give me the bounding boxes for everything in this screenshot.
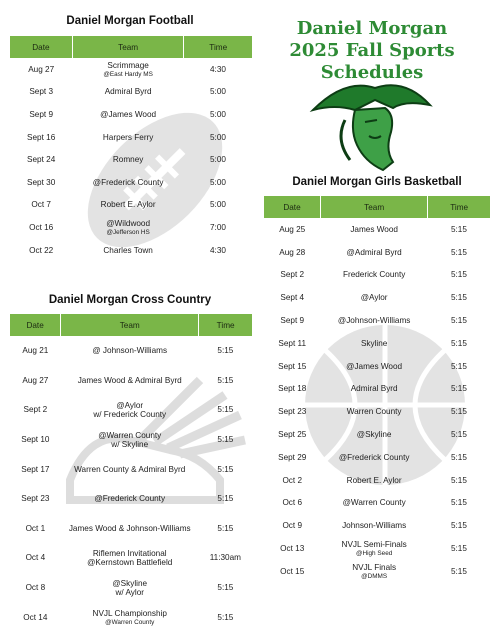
cell-date-text: Sept 9 — [280, 316, 305, 326]
cell-team — [61, 454, 199, 484]
cell-date — [264, 355, 320, 378]
cell-date-text: Oct 22 — [29, 245, 54, 255]
cell-team — [72, 171, 184, 194]
cell-date-text: Aug 28 — [279, 247, 306, 257]
cell-team-text: Scrimmage — [107, 60, 149, 70]
cell-date-text: Sept 18 — [278, 384, 307, 394]
cell-date-text: Sept 15 — [278, 361, 307, 371]
table-row — [264, 218, 490, 241]
cell-team — [320, 218, 427, 241]
cell-time-text: 5:15 — [450, 338, 467, 348]
table-row — [10, 573, 252, 603]
cell-team-text: James Wood & Johnson-Williams — [68, 523, 191, 533]
table-row — [10, 239, 252, 262]
cell-team-sub: @East Hardy MS — [103, 70, 153, 78]
cell-time — [428, 514, 490, 537]
cell-date — [10, 194, 72, 217]
cell-date-text: Oct 2 — [282, 475, 303, 485]
cell-time — [199, 395, 252, 425]
cell-date — [10, 425, 61, 455]
table-row — [264, 514, 490, 537]
cell-date-text: Sept 9 — [29, 109, 53, 119]
cell-team — [72, 126, 184, 149]
cell-time — [428, 218, 490, 241]
cell-team-text: Robert E. Aylor — [346, 475, 402, 485]
table-row — [10, 81, 252, 104]
cell-time-text: 5:00 — [209, 87, 226, 97]
cell-time — [428, 492, 490, 515]
cell-time — [199, 543, 252, 573]
col-team: Team — [72, 36, 184, 58]
cell-time-text: 5:00 — [209, 132, 226, 142]
cell-time-text: 5:15 — [450, 521, 467, 531]
cell-date-text: Sept 11 — [278, 338, 307, 348]
table-row — [10, 103, 252, 126]
cell-date — [264, 400, 320, 423]
cell-team — [61, 366, 199, 396]
cell-team-sub: @High Seed — [355, 550, 393, 558]
cell-team-text: @Aylor — [116, 400, 144, 410]
cell-date — [264, 514, 320, 537]
table-row — [10, 602, 252, 632]
cell-date — [10, 366, 61, 396]
cell-time — [199, 484, 252, 514]
cell-date — [264, 378, 320, 401]
cell-time — [199, 602, 252, 632]
cell-date — [264, 286, 320, 309]
cell-time-text: 5:15 — [217, 523, 234, 533]
cell-time — [428, 241, 490, 264]
cell-time-text: 5:15 — [450, 361, 467, 371]
basketball-title: Daniel Morgan Girls Basketball — [292, 176, 462, 188]
cell-team — [320, 469, 427, 492]
cell-team-sub: @DMMS — [361, 572, 388, 580]
cell-date-text: Sept 2 — [280, 270, 305, 280]
cell-date — [264, 469, 320, 492]
table-row — [10, 148, 252, 171]
cell-time-text: 5:00 — [209, 177, 226, 187]
cell-team — [320, 537, 427, 560]
cell-time — [428, 355, 490, 378]
cell-date — [10, 103, 72, 126]
cell-date-text: Oct 13 — [280, 544, 305, 554]
table-row — [264, 469, 490, 492]
cell-time — [199, 366, 252, 396]
cell-time-text: 5:00 — [209, 155, 226, 165]
table-row — [264, 560, 490, 583]
cell-team — [72, 81, 184, 104]
table-row — [264, 264, 490, 287]
cell-date — [10, 81, 72, 104]
cross-country-title: Daniel Morgan Cross Country — [48, 294, 212, 306]
cell-team — [61, 395, 199, 425]
cell-time-text: 7:00 — [209, 222, 226, 232]
cross-country-schedule-table — [10, 314, 252, 632]
table-row — [10, 484, 252, 514]
cell-team-line2: w/ Frederick County — [93, 409, 167, 419]
cell-time-text: 5:15 — [217, 346, 234, 356]
cell-date — [264, 241, 320, 264]
cell-time — [428, 469, 490, 492]
cell-team — [61, 425, 199, 455]
cell-time — [184, 194, 252, 217]
cell-date-text: Oct 16 — [29, 222, 54, 232]
cell-team-text: Romney — [112, 155, 144, 165]
cell-time — [428, 309, 490, 332]
cell-date-text: Oct 14 — [23, 612, 48, 622]
cell-time-text: 5:00 — [209, 109, 226, 119]
cell-date — [10, 126, 72, 149]
title-line1: Daniel Morgan — [296, 18, 448, 39]
cell-time-text: 5:15 — [217, 612, 234, 622]
cell-team-text: @Warren County — [342, 498, 406, 508]
cell-time-text: 11:30am — [209, 553, 241, 563]
cell-time — [199, 514, 252, 544]
col-time: Time — [428, 196, 490, 218]
cell-date — [264, 218, 320, 241]
cell-time-text: 5:15 — [217, 375, 234, 385]
cell-team-text: @Frederick County — [338, 452, 410, 462]
cell-team-sub: @Jefferson HS — [106, 228, 150, 236]
cell-team — [61, 602, 199, 632]
cell-team-sub: @Warren County — [105, 618, 155, 626]
cell-team-line2: @Kernstown Battlefield — [87, 557, 173, 567]
cell-time — [199, 454, 252, 484]
cell-time-text: 5:15 — [217, 464, 234, 474]
table-row — [10, 58, 252, 81]
cell-time — [184, 239, 252, 262]
cell-team-line2: w/ Aylor — [115, 587, 144, 597]
cell-team-line2: w/ Skyline — [111, 439, 149, 449]
cell-date — [10, 58, 72, 81]
cell-date — [10, 148, 72, 171]
cell-team — [320, 241, 427, 264]
table-row — [264, 400, 490, 423]
cell-date — [264, 264, 320, 287]
cell-team-text: Harpers Ferry — [102, 132, 154, 142]
cell-team-text: NVJL Semi-Finals — [341, 540, 407, 550]
cell-date-text: Sept 3 — [29, 87, 53, 97]
cell-team-text: Johnson-Williams — [342, 521, 407, 531]
cell-team-text: Charles Town — [103, 245, 153, 255]
cell-time-text: 5:15 — [217, 583, 234, 593]
table-row — [264, 355, 490, 378]
cell-team-text: Robert E. Aylor — [100, 200, 156, 210]
table-row — [10, 543, 252, 573]
cell-team-text: James Wood — [350, 224, 398, 234]
cell-date-text: Oct 7 — [31, 200, 51, 210]
title-line2: 2025 Fall Sports Schedules — [289, 40, 455, 83]
cell-time-text: 5:15 — [450, 224, 467, 234]
cell-team — [320, 492, 427, 515]
table-row — [264, 492, 490, 515]
table-row — [10, 425, 252, 455]
cell-time — [428, 264, 490, 287]
cell-time-text: 5:15 — [450, 544, 467, 554]
cell-team — [320, 423, 427, 446]
cell-team-text: @Aylor — [360, 293, 388, 303]
cell-date-text: Aug 21 — [22, 346, 49, 356]
cell-time — [199, 425, 252, 455]
cell-date — [264, 537, 320, 560]
col-team: Team — [320, 196, 427, 218]
cell-time — [184, 216, 252, 239]
col-date: Date — [10, 36, 72, 58]
cell-date — [264, 446, 320, 469]
cell-date — [10, 573, 61, 603]
col-date: Date — [10, 314, 61, 336]
cell-time-text: 5:15 — [450, 430, 467, 440]
cell-time-text: 5:15 — [450, 498, 467, 508]
cell-date-text: Oct 8 — [25, 583, 46, 593]
cell-time-text: 5:15 — [450, 316, 467, 326]
cell-date-text: Oct 9 — [282, 521, 303, 531]
table-row — [264, 241, 490, 264]
cell-date-text: Sept 17 — [21, 464, 50, 474]
cell-time-text: 4:30 — [209, 64, 226, 74]
cell-time — [184, 148, 252, 171]
table-row — [10, 514, 252, 544]
cell-time-text: 5:15 — [450, 407, 467, 417]
cell-date — [10, 395, 61, 425]
table-row — [10, 216, 252, 239]
cell-team-text: James Wood & Admiral Byrd — [77, 375, 182, 385]
cell-date — [10, 514, 61, 544]
cell-team — [72, 239, 184, 262]
cell-team-text: Frederick County — [342, 270, 406, 280]
cell-date-text: Aug 25 — [279, 224, 306, 234]
cell-time-text: 5:15 — [450, 475, 467, 485]
cell-time — [428, 560, 490, 583]
cell-time — [428, 423, 490, 446]
cell-time — [428, 332, 490, 355]
cell-date-text: Sept 30 — [27, 177, 56, 187]
cell-team-text: @Warren County — [98, 430, 162, 440]
cell-date — [264, 309, 320, 332]
table-row — [10, 171, 252, 194]
cell-date-text: Sept 2 — [23, 405, 48, 415]
cell-date-text: Sept 4 — [280, 293, 305, 303]
table-row — [264, 378, 490, 401]
cell-time — [184, 58, 252, 81]
cell-team-text: Riflemen Invitational — [92, 548, 167, 558]
cell-team — [320, 560, 427, 583]
cell-time — [428, 446, 490, 469]
cell-date — [10, 454, 61, 484]
table-row — [10, 194, 252, 217]
cell-team-text: @Skyline — [112, 578, 148, 588]
cell-team — [320, 446, 427, 469]
cell-time — [184, 126, 252, 149]
cell-team-text: @James Wood — [100, 109, 157, 119]
cell-date — [264, 492, 320, 515]
cell-time — [428, 537, 490, 560]
table-row — [10, 126, 252, 149]
cell-time-text: 5:15 — [217, 405, 234, 415]
cell-time-text: 5:15 — [217, 435, 234, 445]
table-row — [10, 336, 252, 366]
cell-time-text: 5:15 — [217, 494, 234, 504]
cell-date — [10, 171, 72, 194]
cell-team — [72, 216, 184, 239]
cell-team-text: @Frederick County — [94, 494, 166, 504]
cell-team — [72, 194, 184, 217]
cell-team — [61, 543, 199, 573]
table-row — [264, 286, 490, 309]
basketball-schedule-table — [264, 196, 490, 583]
cell-date-text: Sept 10 — [21, 435, 50, 445]
cell-team-text: @Skyline — [356, 430, 392, 440]
cell-time-text: 4:30 — [209, 245, 226, 255]
colonial-patriot-head-logo — [305, 70, 435, 175]
cell-date-text: Aug 27 — [22, 375, 49, 385]
cell-time — [199, 336, 252, 366]
cell-team — [320, 400, 427, 423]
cell-time-text: 5:15 — [450, 384, 467, 394]
cell-team-text: NVJL Finals — [352, 562, 397, 572]
football-schedule-table — [10, 36, 252, 261]
col-time: Time — [199, 314, 252, 336]
cell-team-text: Warren County & Admiral Byrd — [74, 464, 186, 474]
cell-time-text: 5:15 — [450, 247, 467, 257]
cell-time-text: 5:15 — [450, 452, 467, 462]
table-row — [10, 395, 252, 425]
cell-date — [10, 602, 61, 632]
cell-date-text: Sept 25 — [278, 430, 307, 440]
cell-team-text: @Admiral Byrd — [346, 247, 402, 257]
cell-team-text: @James Wood — [346, 361, 403, 371]
cell-team — [61, 514, 199, 544]
cell-time — [199, 573, 252, 603]
cell-time — [184, 171, 252, 194]
cell-team-text: @Wildwood — [106, 218, 151, 228]
cell-date-text: Sept 24 — [27, 155, 56, 165]
cell-date-text: Aug 27 — [28, 64, 55, 74]
cell-date-text: Oct 15 — [280, 566, 305, 576]
cell-team-text: Skyline — [360, 338, 388, 348]
cell-time — [428, 378, 490, 401]
cell-team — [320, 286, 427, 309]
cell-date-text: Sept 16 — [27, 132, 56, 142]
cell-time-text: 5:15 — [450, 270, 467, 280]
table-row — [264, 309, 490, 332]
cell-date — [264, 332, 320, 355]
cell-team — [72, 58, 184, 81]
cell-team — [320, 355, 427, 378]
col-time: Time — [184, 36, 252, 58]
cell-date — [264, 560, 320, 583]
cell-team-text: @Johnson-Williams — [337, 316, 411, 326]
cell-time — [184, 103, 252, 126]
cell-date-text: Oct 1 — [25, 523, 46, 533]
cell-date-text: Sept 23 — [278, 407, 307, 417]
cell-team — [61, 484, 199, 514]
cell-team — [61, 336, 199, 366]
cell-team — [320, 264, 427, 287]
cell-date — [10, 239, 72, 262]
col-date: Date — [264, 196, 320, 218]
cell-time-text: 5:00 — [209, 200, 226, 210]
table-row — [10, 366, 252, 396]
cell-date-text: Sept 29 — [278, 452, 307, 462]
cell-date — [10, 543, 61, 573]
cell-team — [72, 148, 184, 171]
cell-team-text: Admiral Byrd — [350, 384, 398, 394]
cell-date — [10, 484, 61, 514]
table-row — [10, 454, 252, 484]
cell-date-text: Oct 4 — [25, 553, 46, 563]
cell-date — [264, 423, 320, 446]
cell-team-text: Admiral Byrd — [104, 87, 152, 97]
cell-date — [10, 216, 72, 239]
col-team: Team — [61, 314, 199, 336]
cell-date-text: Oct 6 — [282, 498, 303, 508]
cell-team-text: Warren County — [346, 407, 402, 417]
football-title: Daniel Morgan Football — [66, 15, 194, 27]
cell-team-text: @ Johnson-Williams — [92, 346, 168, 356]
cell-date-text: Sept 23 — [21, 494, 50, 504]
cell-time-text: 5:15 — [450, 293, 467, 303]
cell-date — [10, 336, 61, 366]
cell-time — [184, 81, 252, 104]
cell-time — [428, 286, 490, 309]
cell-team — [320, 332, 427, 355]
cell-team — [61, 573, 199, 603]
cell-team — [320, 309, 427, 332]
table-row — [264, 423, 490, 446]
cell-team — [320, 514, 427, 537]
cell-time-text: 5:15 — [450, 566, 467, 576]
table-row — [264, 446, 490, 469]
cell-team — [320, 378, 427, 401]
cell-team — [72, 103, 184, 126]
cell-team-text: NVJL Championship — [92, 608, 167, 618]
table-row — [264, 332, 490, 355]
cell-time — [428, 400, 490, 423]
table-row — [264, 537, 490, 560]
cell-team-text: @Frederick County — [92, 177, 164, 187]
